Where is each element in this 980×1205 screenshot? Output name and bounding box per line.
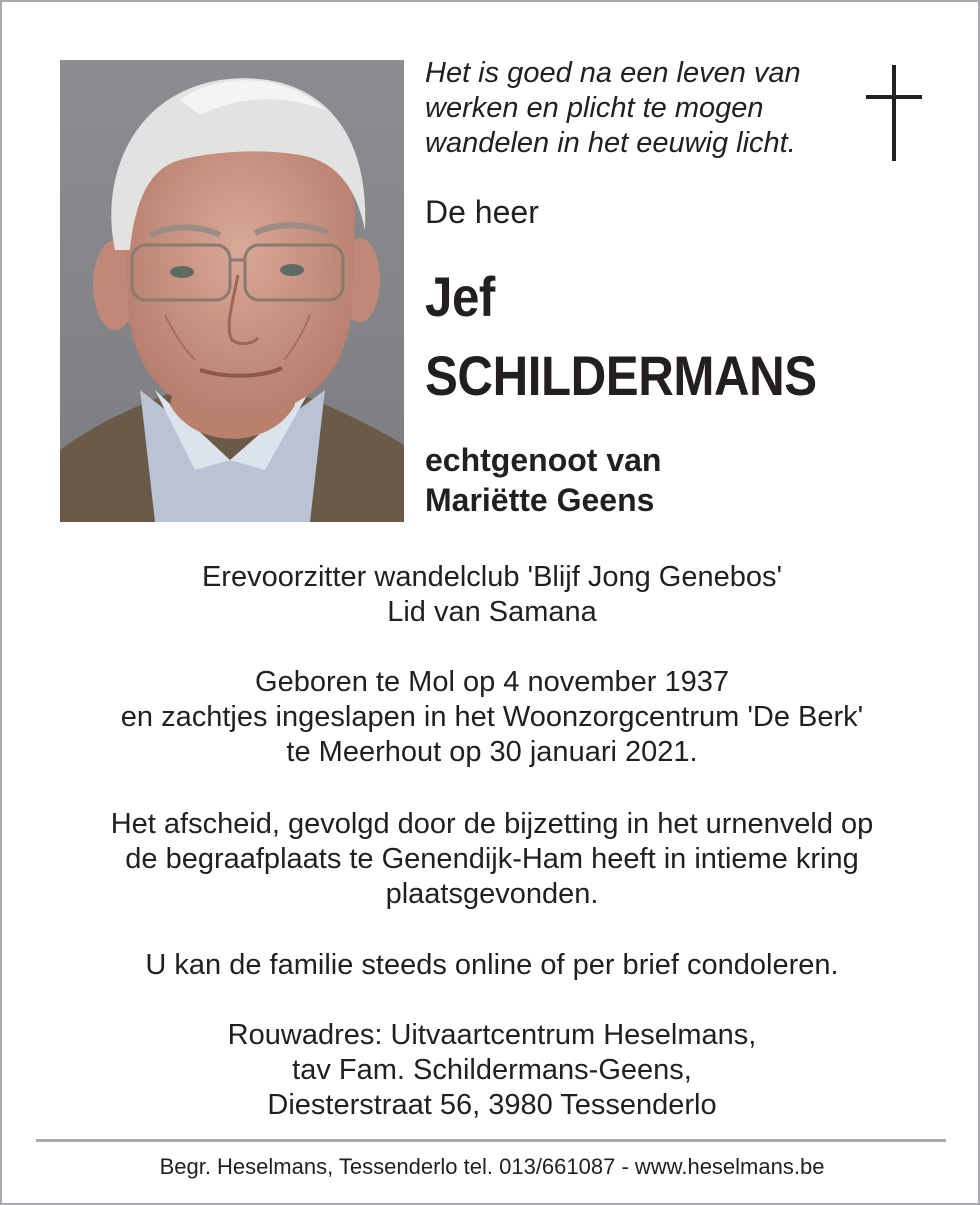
address-line: Rouwadres: Uitvaartcentrum Heselmans, <box>227 1019 757 1051</box>
poem-verse <box>425 56 801 161</box>
life-line: en zachtjes ingeslapen in het Woonzorgcentrum 'De Berk' <box>120 701 864 733</box>
farewell-line: Het afscheid, gevolgd door de bijzetting in het urnenveld op <box>110 808 874 840</box>
address-line: tav Fam. Schildermans-Geens, <box>292 1054 692 1086</box>
spouse-info <box>425 440 661 520</box>
poem-line: Het is goed na een leven van <box>425 57 801 89</box>
funeral-home-footer: Begr. Heselmans, Tessenderlo tel. 013/661087 - www.heselmans.be <box>159 1154 825 1179</box>
address-line: Diesterstraat 56, 3980 Tessenderlo <box>267 1089 717 1121</box>
life-dates-block <box>42 665 942 770</box>
life-line: Geboren te Mol op 4 november 1937 <box>255 666 729 698</box>
portrait-photo <box>60 60 404 522</box>
deceased-last-name: SCHILDERMANS <box>425 344 817 407</box>
farewell-block <box>42 807 942 912</box>
poem-line: wandelen in het eeuwig licht. <box>425 127 796 159</box>
latin-cross-icon <box>866 65 922 161</box>
honorific-title: De heer <box>425 194 539 230</box>
condolence-note <box>42 948 942 983</box>
farewell-line: plaatsgevonden. <box>385 878 599 910</box>
footer-divider <box>36 1139 946 1142</box>
affiliation-line: Erevoorzitter wandelclub 'Blijf Jong Genebos' <box>201 561 783 593</box>
mourning-address-block <box>42 1018 942 1123</box>
farewell-line: de begraafplaats te Genendijk-Ham heeft in intieme kring <box>125 843 859 875</box>
affiliation-line: Lid van Samana <box>387 596 597 628</box>
condolence-line: U kan de familie steeds online of per brief condoleren. <box>145 949 839 981</box>
affiliations-block <box>42 560 942 630</box>
poem-line: werken en plicht te mogen <box>425 92 764 124</box>
spouse-relation: echtgenoot van <box>425 442 662 478</box>
deceased-first-name: Jef <box>425 265 495 328</box>
spouse-name: Mariëtte Geens <box>425 482 655 518</box>
life-line: te Meerhout op 30 januari 2021. <box>286 736 698 768</box>
